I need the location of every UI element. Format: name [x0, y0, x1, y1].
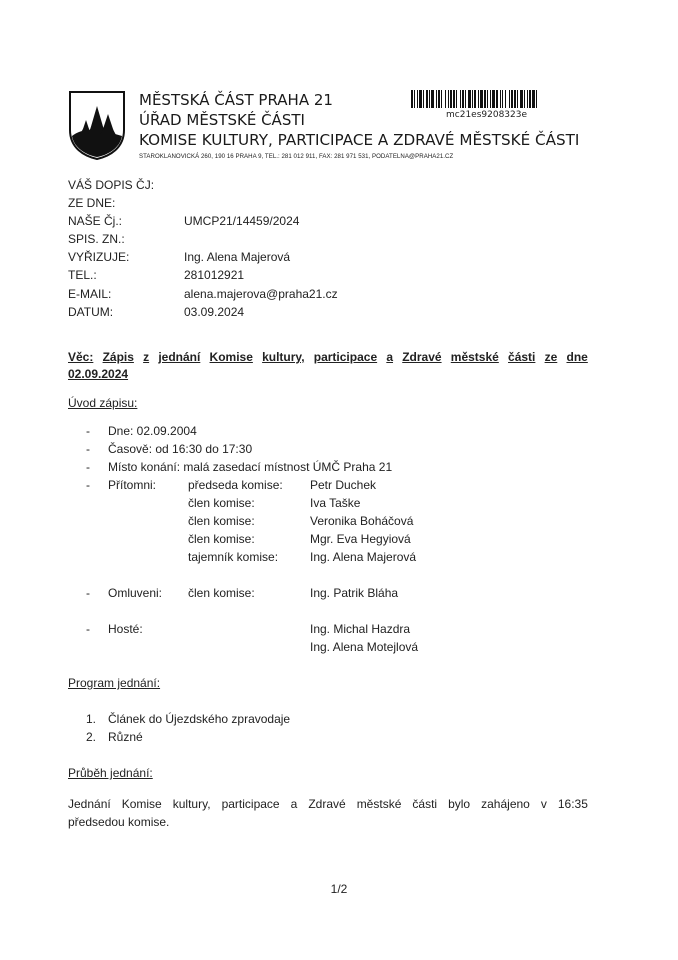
guests-label: Hosté: [108, 622, 143, 636]
barcode-text: mc21es9208323e [446, 110, 528, 120]
progress-paragraph [68, 795, 588, 831]
reference-row [68, 230, 338, 248]
dash-marker: - [86, 586, 90, 600]
attendee-row [86, 548, 418, 566]
paragraph-word: bylo [448, 797, 471, 811]
subject-word: kultury, [262, 350, 305, 364]
subject-word: jednání [158, 350, 201, 364]
dash-marker [86, 638, 108, 656]
guest-row [86, 638, 418, 656]
attendee-role: člen komise: [188, 496, 255, 510]
attendee-row [86, 476, 418, 494]
reference-row [68, 248, 338, 266]
dash-marker [86, 548, 108, 566]
paragraph-word: participace [221, 797, 280, 811]
excused-row [86, 584, 418, 602]
intro-list [86, 422, 418, 656]
subject-word: Komise [209, 350, 253, 364]
meeting-time: Časově: od 16:30 do 17:30 [108, 442, 253, 456]
paragraph-word: části [412, 797, 438, 811]
reference-label: ZE DNE: [68, 196, 116, 211]
subject-word: Zápis [102, 350, 134, 364]
attendee-group-label [108, 530, 188, 548]
reference-value: Ing. Alena Majerová [184, 250, 291, 265]
committee-name: KOMISE KULTURY, PARTICIPACE A ZDRAVÉ MĚSTSKÉ ČÁSTI [139, 131, 580, 149]
attendee-name: Veronika Boháčová [310, 514, 414, 528]
program-item [86, 710, 290, 728]
paragraph-word: kultury, [172, 797, 211, 811]
attendee-role: tajemník komise: [188, 550, 279, 564]
reference-value: alena.majerova@praha21.cz [184, 286, 338, 301]
reference-label: E-MAIL: [68, 286, 112, 301]
attendee-group-label [108, 494, 188, 512]
subject-word: ze [544, 350, 558, 364]
excused-role: člen komise: [188, 586, 255, 600]
reference-row [68, 212, 338, 230]
subject-word: dne [566, 350, 588, 364]
attendee-group-label [108, 548, 188, 566]
subject-word: městské [450, 350, 499, 364]
subject-word: a [386, 350, 394, 364]
attendee-role: předseda komise: [188, 478, 283, 492]
reference-row [68, 285, 338, 303]
page-number: 1/2 [330, 882, 348, 896]
excused-label: Omluveni: [108, 586, 163, 600]
attendee-name: Petr Duchek [310, 478, 377, 492]
program-list [86, 710, 290, 746]
list-item: - Časově: od 16:30 do 17:30 [86, 442, 253, 456]
attendee-group-label: Přítomni: [108, 478, 157, 492]
reference-value: UMCP21/14459/2024 [184, 214, 300, 229]
list-item: - Dne: 02.09.2004 [86, 424, 197, 438]
paragraph-word: městské [356, 797, 402, 811]
attendee-name: Ing. Alena Majerová [310, 550, 417, 564]
attendee-row [86, 530, 418, 548]
reference-label: TEL.: [68, 268, 97, 283]
reference-label: NAŠE Čj.: [68, 214, 123, 229]
item-text: Článek do Újezdského zpravodaje [108, 712, 291, 726]
dash-marker [86, 494, 108, 512]
dash-marker: - [86, 622, 90, 636]
paragraph-line: předsedou komise. [68, 815, 170, 829]
document-barcode [411, 90, 587, 108]
reference-value: 03.09.2024 [184, 304, 245, 319]
subject-line [68, 349, 588, 383]
attendee-group-label [108, 512, 188, 530]
section-progress-heading: Průběh jednání: [68, 766, 153, 780]
dash-marker: - [86, 478, 90, 492]
contact-address: STAROKLANOVICKÁ 260, 190 16 PRAHA 9, TEL.: 281 012 911, FAX: 281 971 531, PODATELNA@PRAHA21.CZ [139, 153, 454, 160]
attendee-name: Iva Taške [310, 496, 361, 510]
reference-label: VÁŠ DOPIS ČJ: [68, 178, 155, 192]
reference-label: SPIS. ZN.: [68, 232, 125, 247]
paragraph-word: Zdravé [308, 797, 346, 811]
section-program-heading: Program jednání: [68, 676, 161, 690]
attendee-role: člen komise: [188, 514, 255, 528]
program-item [86, 728, 290, 746]
reference-label: DATUM: [68, 304, 114, 319]
reference-row [68, 194, 338, 212]
municipal-crest-logo [68, 90, 126, 160]
subject-word: části [508, 350, 536, 364]
subject-date: 02.09.2024 [68, 367, 129, 381]
subject-word: Zdravé [402, 350, 442, 364]
reference-value: 281012921 [184, 268, 245, 283]
guest-row [86, 620, 418, 638]
meeting-place: Místo konání: malá zasedací místnost ÚMČ Praha 21 [108, 460, 393, 474]
meeting-date: Dne: 02.09.2004 [108, 424, 197, 438]
paragraph-word: Komise [121, 797, 162, 811]
attendee-row [86, 512, 418, 530]
spacer [188, 620, 310, 638]
excused-name: Ing. Patrik Bláha [310, 586, 399, 600]
spacer [188, 638, 310, 656]
subject-word: Věc: [68, 350, 94, 364]
reference-row [68, 303, 338, 321]
paragraph-word: zahájeno [481, 797, 530, 811]
org-name: MĚSTSKÁ ČÁST PRAHA 21 [139, 91, 333, 109]
paragraph-word: Jednání [68, 797, 111, 811]
paragraph-word: 16:35 [557, 797, 588, 811]
reference-row [68, 266, 338, 284]
list-item: - Místo konání: malá zasedací místnost ÚMČ Praha 21 [86, 460, 393, 474]
attendee-row [86, 494, 418, 512]
reference-row [68, 176, 338, 194]
paragraph-word: v [540, 797, 547, 811]
attendee-role: člen komise: [188, 532, 255, 546]
subject-word: participace [313, 350, 378, 364]
dash-marker [86, 512, 108, 530]
paragraph-word: a [290, 797, 298, 811]
guests-label [108, 638, 188, 656]
reference-block [68, 176, 338, 321]
subject-word: z [143, 350, 150, 364]
guest-name: Ing. Michal Hazdra [310, 622, 411, 636]
item-number: 1. [86, 712, 97, 726]
item-text: Různé [108, 730, 143, 744]
guest-name: Ing. Alena Motejlová [310, 640, 419, 654]
office-name: ÚŘAD MĚSTSKÉ ČÁSTI [139, 111, 305, 129]
attendee-name: Mgr. Eva Hegyiová [310, 532, 411, 546]
item-number: 2. [86, 730, 97, 744]
dash-marker [86, 530, 108, 548]
section-intro-heading: Úvod zápisu: [68, 396, 138, 410]
reference-label: VYŘIZUJE: [68, 250, 130, 265]
